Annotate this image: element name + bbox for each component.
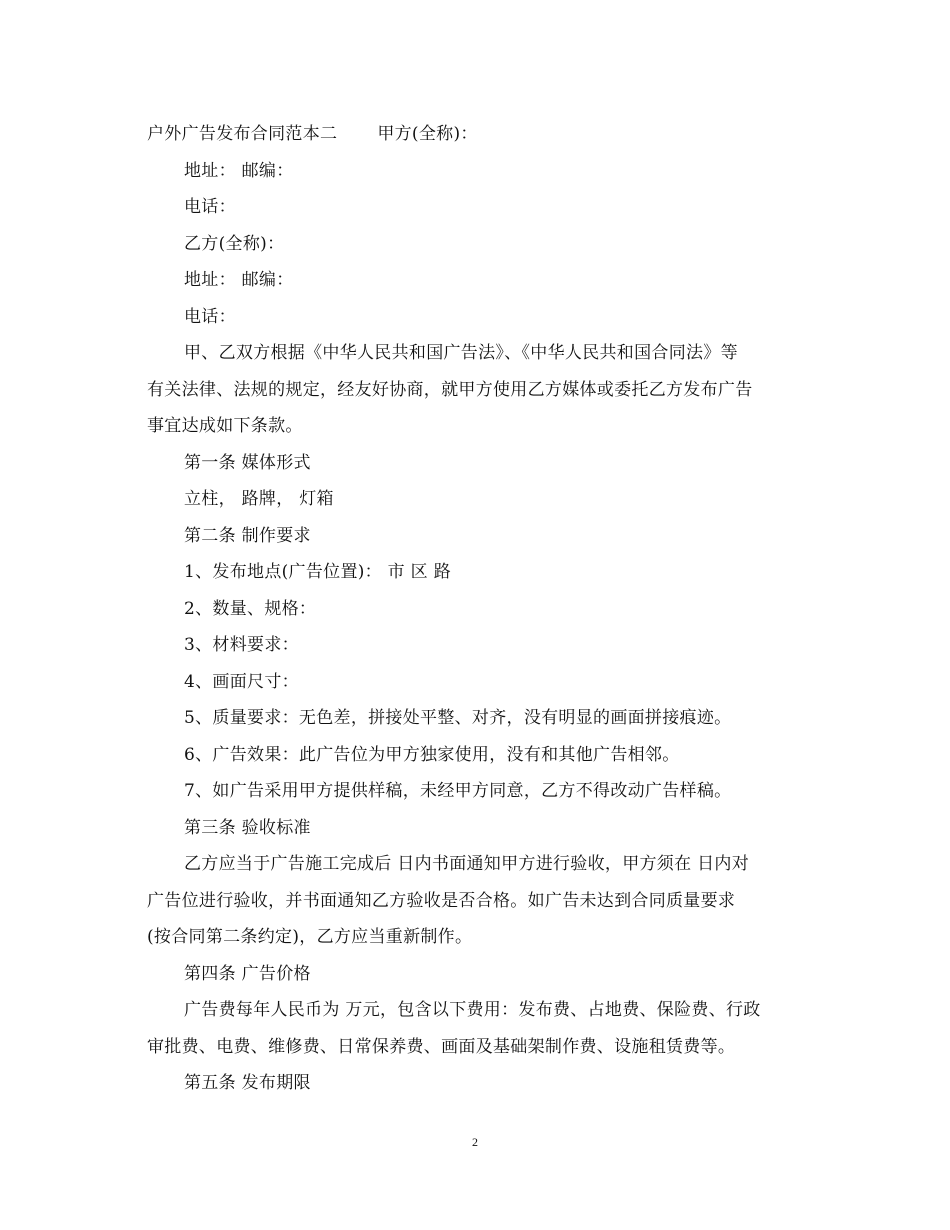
party-a-phone: 电话： [184,197,236,217]
clause-3-body-line: (按合同第二条约定)，乙方应当重新制作。 [147,927,473,947]
clause-2-item: 6、广告效果：此广告位为甲方独家使用，没有和其他广告相邻。 [184,744,680,765]
party-a-address: 地址： 邮编： [184,160,294,181]
clause-1-body: 立柱， 路牌， 灯箱 [184,489,334,509]
clause-5-title: 第五条 发布期限 [184,1073,311,1093]
document-title: 户外广告发布合同范本二 [147,124,338,144]
clause-4-body-line: 广告费每年人民币为 万元，包含以下费用：发布费、占地费、保险费、行政 [184,1000,761,1020]
clause-3-body-line: 乙方应当于广告施工完成后 日内书面通知甲方进行验收，甲方须在 日内对 [184,854,750,874]
clause-2-item: 2、数量、规格： [184,598,317,619]
clause-2-item: 1、发布地点(广告位置)： 市 区 路 [184,562,451,582]
party-b-address: 地址： 邮编： [184,270,294,290]
intro-line: 事宜达成如下条款。 [147,416,303,436]
clause-2-item: 7、如广告采用甲方提供样稿，未经甲方同意，乙方不得改动广告样稿。 [184,781,732,801]
clause-2-item: 5、质量要求：无色差，拼接处平整、对齐，没有明显的画面拼接痕迹。 [184,708,732,728]
intro-line: 甲、乙双方根据《中华人民共和国广告法》、《中华人民共和国合同法》等 [184,343,738,363]
title-line [147,116,807,153]
clause-4-title: 第四条 广告价格 [184,963,311,984]
clause-1-title: 第一条 媒体形式 [184,452,311,473]
clause-2-item: 3、材料要求： [184,635,299,655]
party-b-label: 乙方(全称)： [184,233,285,254]
page-number: 2 [472,1135,478,1149]
party-b-phone: 电话： [184,306,236,327]
document-body [147,116,807,1102]
party-a-label: 甲方(全称)： [377,124,478,144]
clause-3-body-line: 广告位进行验收，并书面通知乙方验收是否合格。如广告未达到合同质量要求 [147,890,736,911]
clause-2-title: 第二条 制作要求 [184,525,311,546]
clause-2-item: 4、画面尺寸： [184,671,299,692]
clause-4-body-line: 审批费、电费、维修费、日常保养费、画面及基础架制作费、设施租赁费等。 [147,1036,736,1057]
intro-line: 有关法律、法规的规定，经友好协商，就甲方使用乙方媒体或委托乙方发布广告 [147,379,753,400]
clause-3-title: 第三条 验收标准 [184,817,311,838]
